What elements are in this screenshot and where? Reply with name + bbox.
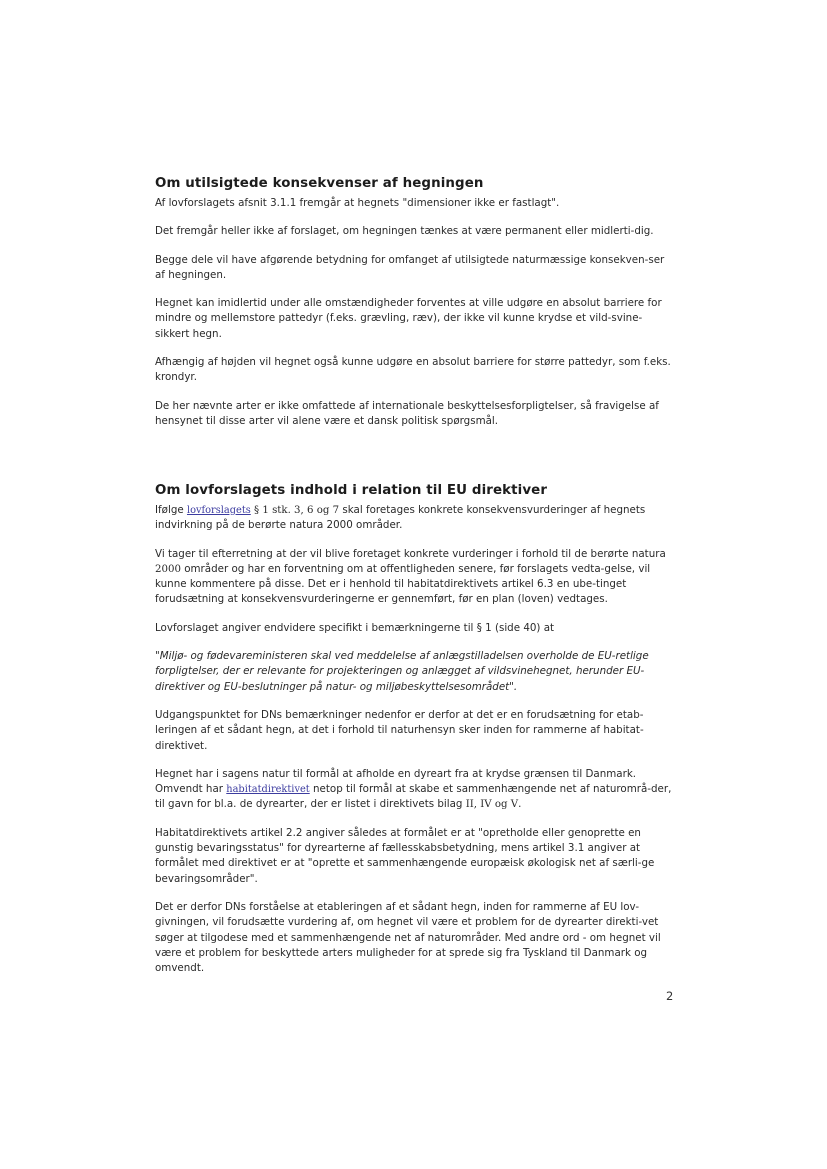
habitatdirektivet-link[interactable]: habitatdirektivet	[226, 784, 310, 796]
quote-paragraph: "Miljø- og fødevareministeren skal ved meddelelse af anlægstilladelsen overholde de EU-retlige forpligtelser, der er relevante for projekteringen og anlægget af vildsvinehegnet, herunder EU-direktiver og EU-beslutninger på natur- og miljøbeskyttelsesområdet".	[155, 650, 649, 693]
section-eu-directives	[155, 483, 675, 989]
text-run: skal foretages konkrete konsekvensvurderinger af hegnets indvirkning på de berørte natura 2000 områder.	[155, 504, 646, 532]
paragraph: Begge dele vil have afgørende betydning for omfanget af utilsigtede naturmæssige konsekven-ser af hegningen.	[155, 253, 665, 281]
paragraph: Habitatdirektivets artikel 2.2 angiver således at formålet er at "opretholde eller genoprette en gunstig bevaringsstatus" for dyrearterne af fællesskabsbetydning, mens artikel 3.1 angiver at formålet med direktivet er at "oprette et sammenhængende europæisk økologisk net af særli-ge bevaringsområder".	[155, 826, 655, 885]
lovforslagets-link[interactable]: lovforslagets	[186, 505, 251, 516]
page-number: 2	[666, 989, 674, 1003]
paragraph	[155, 547, 675, 608]
paragraph: De her nævnte arter er ikke omfattede af internationale beskyttelsesforpligtelser, så fravigelse af hensynet til disse arter vil alene være et dansk politisk spørgsmål.	[155, 399, 659, 427]
text-run: II, IV og V	[465, 799, 519, 811]
paragraph: Lovforslaget angiver endvidere specifikt i bemærkningerne til § 1 (side 40) at	[155, 621, 555, 634]
text-run: netop til formål at skabe et sammenhængende net af naturområ-der, til gavn for bl.a. de dyrearter, der er listet i direktivets bilag	[155, 783, 672, 811]
section-heading: Om lovforslagets indhold i relation til EU direktiver	[155, 483, 548, 498]
paragraph: Det er derfor DNs forståelse at etableringen af et sådant hegn, inden for rammerne af EU lov-givningen, vil forudsætte vurdering af, om hegnet vil være et problem for de dyrearter direkti-vet søger at tilgodese med et sammenhængende net af naturområder. Med andre ord - om hegnet vil være et problem for beskyttede arters muligheder for at sprede sig fra Tyskland til Danmark og omvendt.	[155, 900, 661, 975]
paragraph: Udgangspunktet for DNs bemærkninger nedenfor er derfor at det er en forudsætning for etab-leringen af et sådant hegn, at det i forhold til naturhensyn sker inden for rammerne af habitat-direktivet.	[155, 708, 644, 752]
text-run: Ifølge	[155, 504, 187, 516]
text-run: 2000	[155, 563, 181, 575]
text-run: Hegnet har i sagens natur til formål at afholde en dyreart fra at krydse grænsen til Danmark. Omvendt har	[155, 767, 637, 796]
paragraph	[155, 503, 675, 534]
text-run: områder og har en forventning om at offentligheden senere, før forslagets vedta-gelse, vil kunne kommentere på disse. Det er i henhold til habitatdirektivets artikel 6.3 en ube-tinget forudsætning at konsekvensvurderingerne er gennemført, før en plan (loven) vedtages.	[155, 562, 651, 606]
text-run: .	[518, 798, 522, 811]
paragraph: Afhængig af højden vil hegnet også kunne udgøre en absolut barriere for større pattedyr, som f.eks. krondyr.	[155, 356, 671, 384]
paragraph	[155, 767, 675, 813]
section-unintended-consequences	[155, 176, 675, 442]
paragraph: Af lovforslagets afsnit 3.1.1 fremgår at hegnets "dimensioner ikke er fastlagt".	[155, 197, 560, 209]
paragraph: Det fremgår heller ikke af forslaget, om hegningen tænkes at være permanent eller midlerti-dig.	[155, 225, 654, 238]
section-heading: Om utilsigtede konsekvenser af hegningen	[155, 176, 484, 191]
text-run: Vi tager til efterretning at der vil blive foretaget konkrete vurderinger i forhold til de berørte natura	[155, 547, 666, 560]
text-run: § 1 stk. 3, 6 og 7	[250, 505, 340, 516]
paragraph: Hegnet kan imidlertid under alle omstændigheder forventes at ville udgøre en absolut barriere for mindre og mellemstore pattedyr (f.eks. grævling, ræv), der ikke vil kunne krydse et vild-svine-sikkert hegn.	[155, 297, 662, 340]
